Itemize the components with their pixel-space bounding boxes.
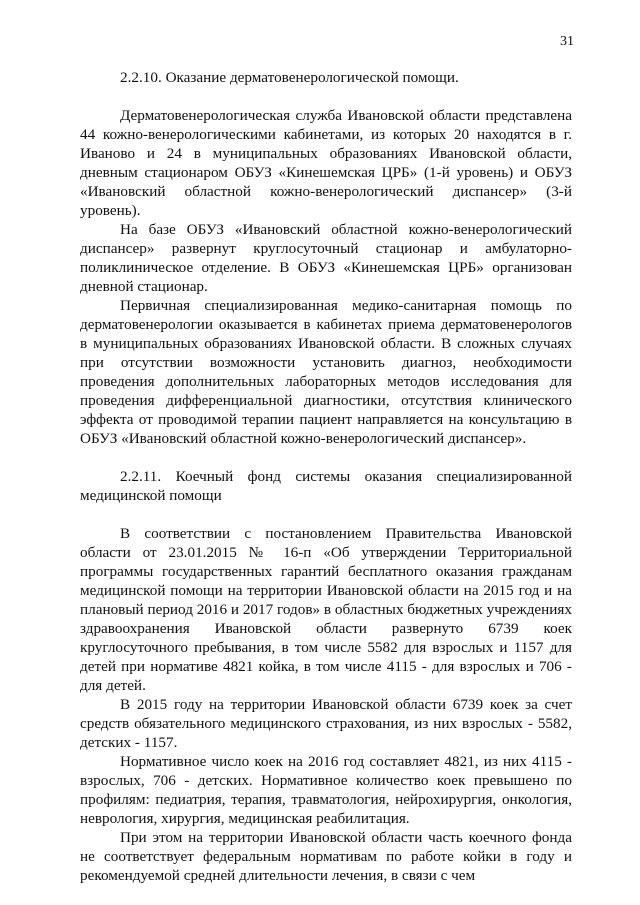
paragraph: В 2015 году на территории Ивановской области 6739 коек за счет средств обязательного медицинского страхования, из них взрослых - 5582, детских - 1157. (80, 696, 572, 751)
section-heading-bed-fund: 2.2.11. Коечный фонд системы оказания специализированной медицинской помощи (80, 468, 572, 504)
page-number: 31 (560, 34, 574, 49)
paragraph: Дерматовенерологическая служба Ивановской области представлена 44 кожно-венерологическими кабинетами, из которых 20 находятся в г. Иваново и 24 в муниципальных образованиях Ивановской области, дневным стационаром ОБУЗ «Кинешемская ЦРБ» (1-й уровень) и ОБУЗ «Ивановский областной кожно-венерологический диспансер» (3-й уровень). (80, 107, 572, 219)
paragraph: При этом на территории Ивановской области часть коечного фонда не соответствует федеральным нормативам по работе койки в году и рекомендуемой средней длительности лечения, в связи с чем (80, 829, 572, 884)
paragraph: Первичная специализированная медико-санитарная помощь по дерматовенерологии оказывается в кабинетах приема дерматовенерологов в муниципальных образованиях Ивановской области. В сложных случаях при отсутствии возможности установить диагноз, необходимости проведения дополнительных лабораторных методов исследования для проведения дифференциальной диагностики, отсутствия клинического эффекта от проводимой терапии пациент направляется на консультацию в ОБУЗ «Ивановский областной кожно-венерологический диспансер». (80, 297, 572, 447)
paragraph: Нормативное число коек на 2016 год составляет 4821, из них 4115 - взрослых, 706 - детских. Нормативное количество коек превышено по профилям: педиатрия, терапия, травматология, нейрохирургия, онкология, неврология, хирургия, медицинская реабилитация. (80, 753, 572, 827)
paragraph: В соответствии с постановлением Правительства Ивановской области от 23.01.2015 № 16-п «Об утверждении Территориальной программы государственных гарантий бесплатного оказания гражданам медицинской помощи на территории Ивановской области на 2015 год и на плановый период 2016 и 2017 годов» в областных бюджетных учреждениях здравоохранения Ивановской области развернуто 6739 коек круглосуточного пребывания, в том числе 5582 для взрослых и 1157 для детей при нормативе 4821 койка, в том числе 4115 - для взрослых и 706 - для детей. (80, 525, 573, 694)
paragraph: На базе ОБУЗ «Ивановский областной кожно-венерологический диспансер» развернут круглосуточный стационар и амбулаторно-поликлиническое отделение. В ОБУЗ «Кинешемская ЦРБ» организован дневной стационар. (80, 221, 572, 295)
page-content (80, 68, 572, 885)
section-heading-dermatovenerology: 2.2.10. Оказание дерматовенерологической помощи. (120, 69, 459, 86)
